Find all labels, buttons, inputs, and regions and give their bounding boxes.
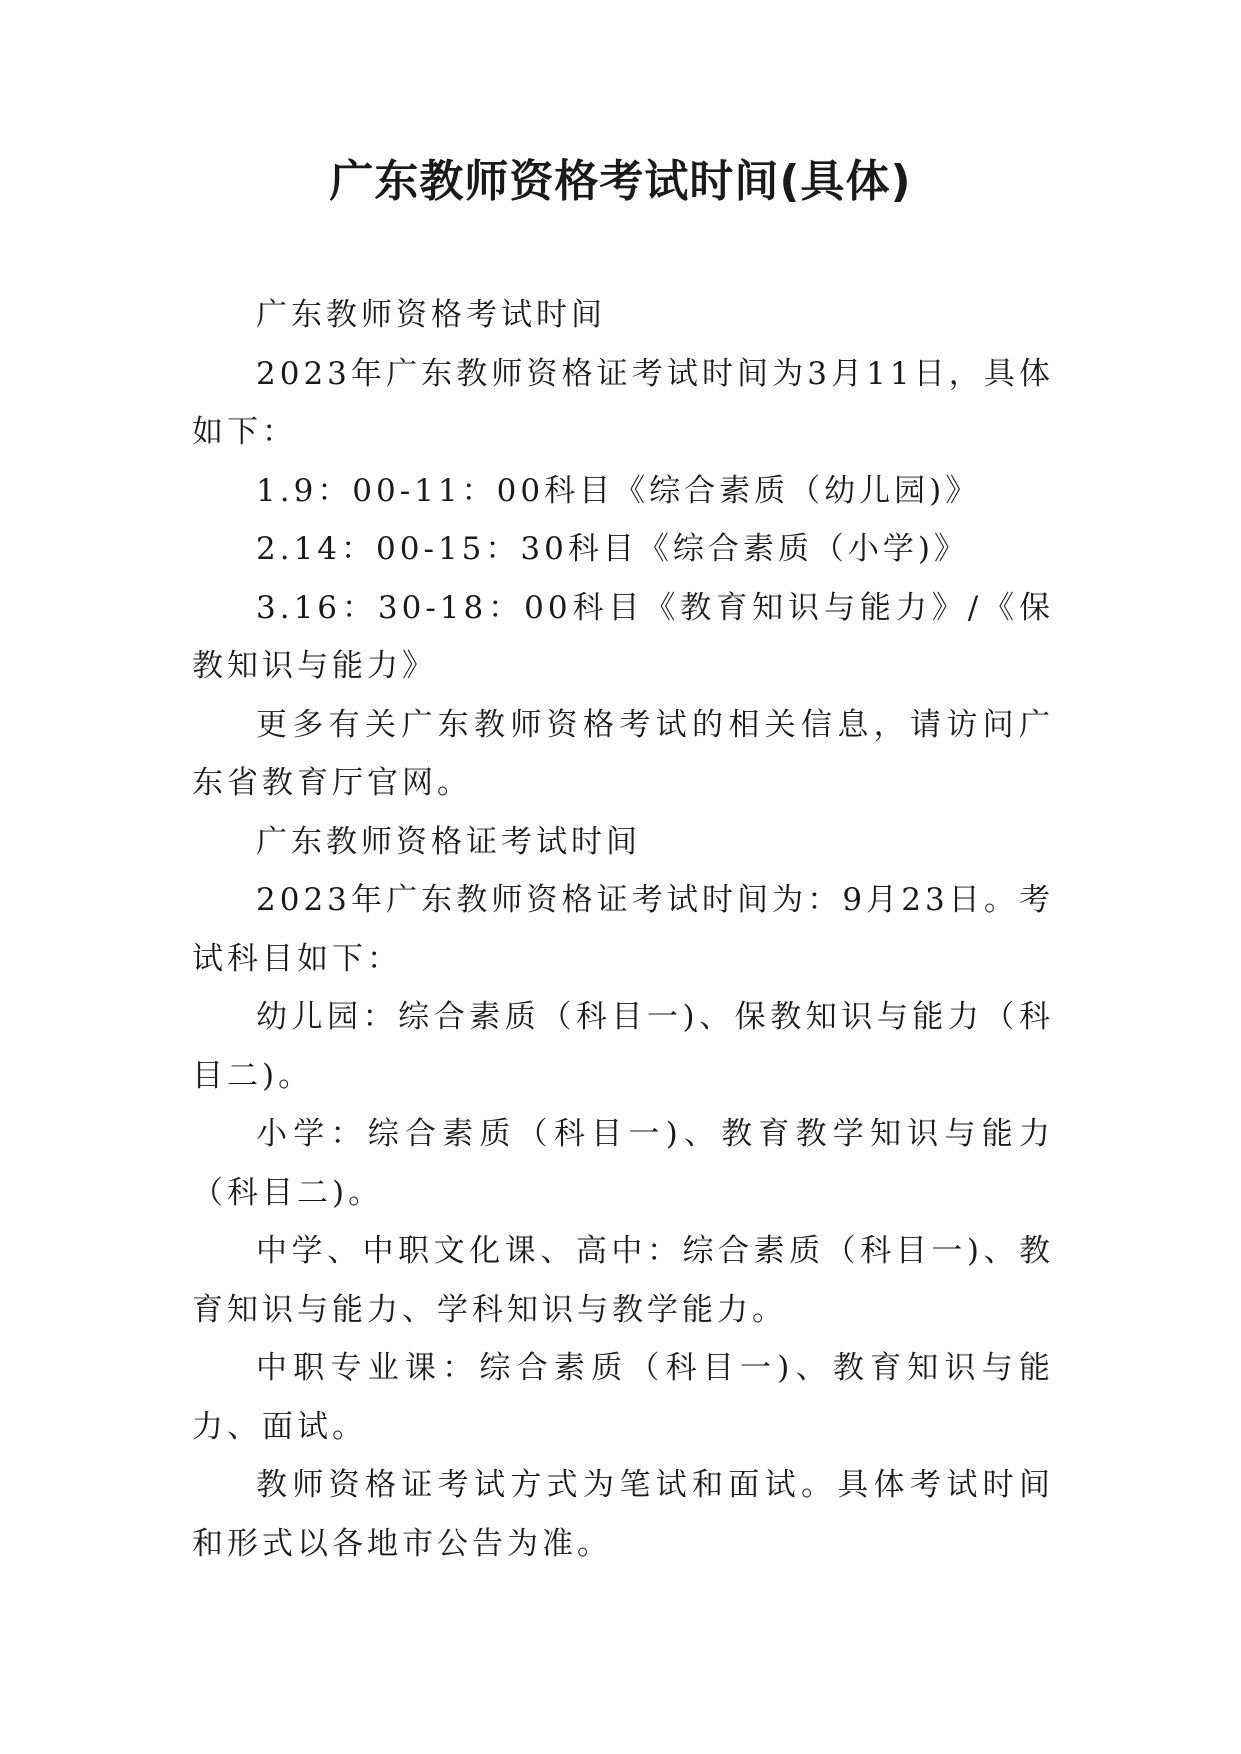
section-heading-1: 广东教师资格考试时间 [256,297,606,333]
page-title: 广东教师资格考试时间(具体) [329,156,912,207]
paragraph-secondary-subjects: 中学、中职文化课、高中：综合素质（科目一)、教育知识与能力、学科知识与教学能力。 [192,1233,1054,1328]
list-item-schedule-2: 2.14：00-15：30科目《综合素质（小学)》 [256,531,969,567]
document-body [192,286,1054,1573]
list-item-schedule-3: 3.16：30-18：00科目《教育知识与能力》/《保教知识与能力》 [192,589,1054,684]
paragraph-more-info: 更多有关广东教师资格考试的相关信息，请访问广东省教育厅官网。 [192,706,1054,801]
list-item-schedule-1: 1.9：00-11：00科目《综合素质（幼儿园)》 [256,472,981,509]
paragraph-primary-subjects: 小学：综合素质（科目一)、教育教学知识与能力（科目二)。 [192,1116,1054,1211]
paragraph-vocational-subjects: 中职专业课：综合素质（科目一)、教育知识与能力、面试。 [192,1350,1054,1445]
paragraph-exam-date-march: 2023年广东教师资格证考试时间为3月11日，具体如下： [192,355,1054,450]
section-heading-2: 广东教师资格证考试时间 [256,823,641,860]
paragraph-kindergarten-subjects: 幼儿园：综合素质（科目一)、保教知识与能力（科目二)。 [192,999,1054,1094]
paragraph-exam-format: 教师资格证考试方式为笔试和面试。具体考试时间和形式以各地市公告为准。 [192,1467,1054,1562]
paragraph-exam-date-september: 2023年广东教师资格证考试时间为：9月23日。考试科目如下： [192,882,1054,977]
